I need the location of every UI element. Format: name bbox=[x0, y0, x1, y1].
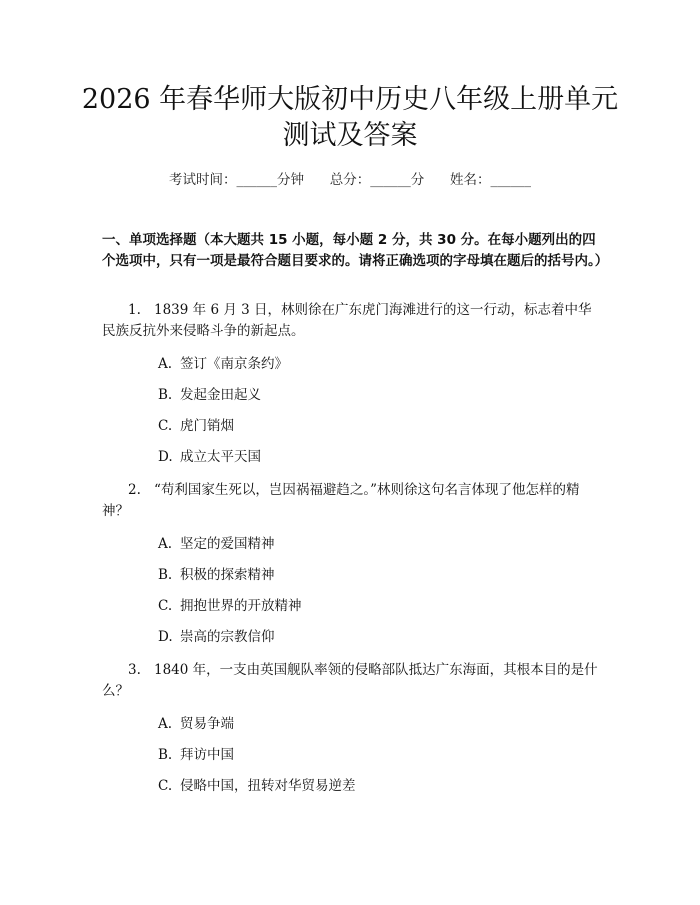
option-2d bbox=[158, 627, 275, 647]
question-1 bbox=[102, 300, 602, 342]
option-1d bbox=[158, 447, 261, 467]
option-text: 侵略中国，扭转对华贸易逆差 bbox=[180, 778, 356, 794]
section-heading: 一、单项选择题（本大题共 15 小题，每小题 2 分，共 30 分。在每小题列出的四个选项中，只有一项是最符合题目要求的。请将正确选项的字母填在题后的括号内。） bbox=[102, 232, 609, 269]
exam-title-line-2: 测试及答案 bbox=[282, 120, 418, 151]
option-text: 贸易争端 bbox=[180, 716, 234, 732]
option-letter: C. bbox=[158, 598, 173, 614]
question-number: 1. bbox=[128, 302, 141, 318]
question-2 bbox=[102, 480, 602, 522]
option-text: 坚定的爱国精神 bbox=[180, 536, 275, 552]
option-letter: B. bbox=[158, 387, 173, 403]
option-letter: C. bbox=[158, 418, 173, 434]
option-text: 积极的探索精神 bbox=[180, 567, 275, 583]
question-text: 1839 年 6 月 3 日，林则徐在广东虎门海滩进行的这一行动，标志着中华民族反抗外来侵略斗争的新起点。 bbox=[102, 302, 592, 339]
question-number: 2. bbox=[128, 482, 141, 498]
option-text: 签订《南京条约》 bbox=[180, 356, 288, 372]
option-letter: D. bbox=[158, 449, 173, 465]
option-text: 拜访中国 bbox=[180, 747, 234, 763]
option-letter: A. bbox=[158, 716, 173, 732]
option-letter: B. bbox=[158, 567, 173, 583]
option-letter: D. bbox=[158, 629, 173, 645]
option-1c bbox=[158, 416, 234, 436]
option-text: 发起金田起义 bbox=[180, 387, 261, 403]
option-3a bbox=[158, 714, 234, 734]
question-3 bbox=[102, 660, 602, 702]
option-text: 成立太平天国 bbox=[180, 449, 261, 465]
option-3b bbox=[158, 745, 234, 765]
option-letter: A. bbox=[158, 356, 173, 372]
option-3c bbox=[158, 776, 356, 796]
option-1a bbox=[158, 354, 288, 374]
option-letter: B. bbox=[158, 747, 173, 763]
question-number: 3. bbox=[128, 662, 141, 678]
option-2b bbox=[158, 565, 275, 585]
option-2c bbox=[158, 596, 302, 616]
exam-title-line-1: 2026 年春华师大版初中历史八年级上册单元 bbox=[81, 84, 619, 115]
option-text: 虎门销烟 bbox=[180, 418, 234, 434]
option-text: 崇高的宗教信仰 bbox=[180, 629, 275, 645]
option-1b bbox=[158, 385, 261, 405]
question-text: 1840 年，一支由英国舰队率领的侵略部队抵达广东海面，其根本目的是什么？ bbox=[102, 662, 598, 699]
question-text: “苟利国家生死以，岂因祸福避趋之。”林则徐这句名言体现了他怎样的精神？ bbox=[102, 482, 580, 519]
exam-meta-line: 考试时间：______分钟 总分：______分 姓名：______ bbox=[169, 172, 531, 188]
option-text: 拥抱世界的开放精神 bbox=[180, 598, 302, 614]
option-2a bbox=[158, 534, 275, 554]
option-letter: A. bbox=[158, 536, 173, 552]
option-letter: C. bbox=[158, 778, 173, 794]
